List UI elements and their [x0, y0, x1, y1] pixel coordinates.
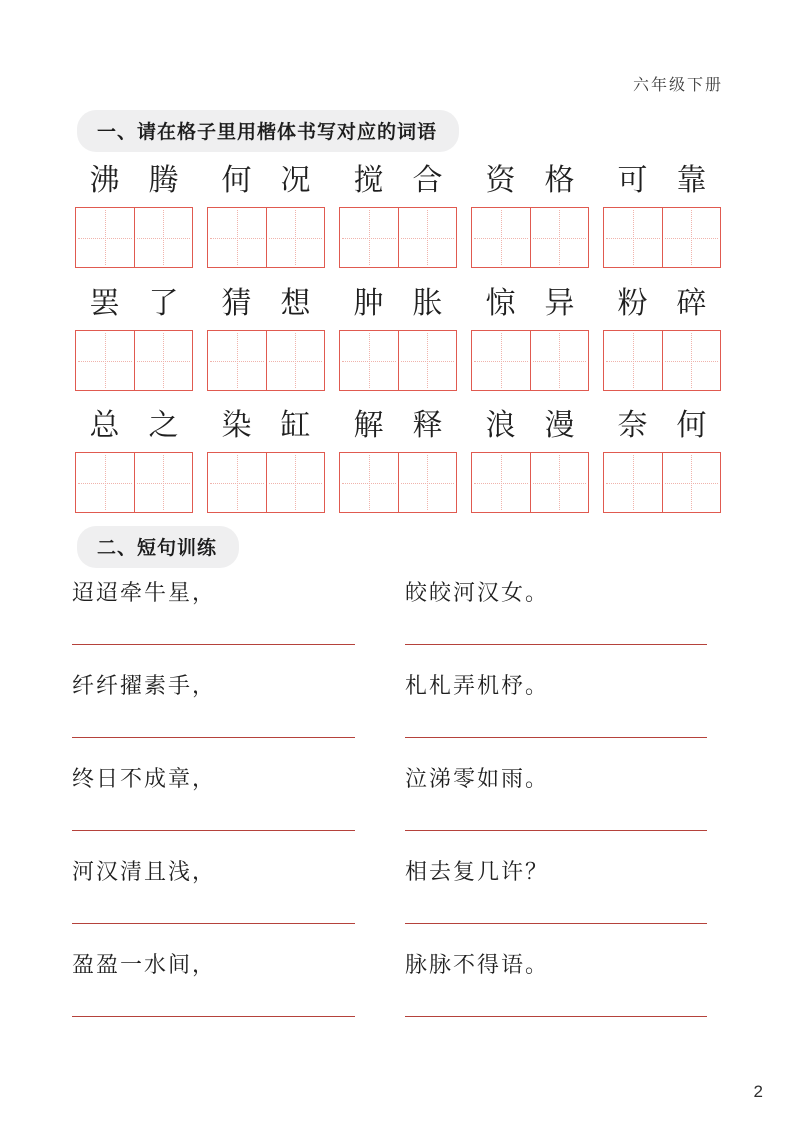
answer-line: [405, 830, 707, 831]
word-pair: [471, 283, 589, 330]
writing-grid-line: [75, 330, 721, 391]
practice-char: 何: [676, 409, 707, 442]
section2-header: [77, 526, 239, 568]
sentence-cell-right: [405, 857, 707, 950]
practice-char: 合: [412, 164, 443, 197]
word-row: [75, 283, 721, 391]
practice-char: 胀: [412, 287, 443, 320]
word-pair: [603, 405, 721, 452]
writing-cell: [340, 208, 399, 267]
sentence-row: [72, 950, 721, 1043]
practice-char: 漫: [544, 409, 575, 442]
writing-cell: [76, 331, 135, 390]
word-pair: [339, 405, 457, 452]
practice-char: 之: [148, 409, 179, 442]
answer-line: [72, 830, 355, 831]
writing-grid-pair: [339, 207, 457, 268]
poem-line-left: 迢迢牵牛星，: [72, 580, 217, 605]
practice-char: 猜: [221, 287, 252, 320]
practice-char: 想: [280, 287, 311, 320]
writing-cell: [267, 208, 325, 267]
poem-line-right: 札札弄机杼。: [405, 673, 550, 698]
writing-grid-pair: [471, 330, 589, 391]
word-pair: [207, 160, 325, 207]
writing-grid-pair: [471, 452, 589, 513]
answer-line: [405, 923, 707, 924]
writing-cell: [531, 331, 589, 390]
writing-cell: [399, 208, 457, 267]
section1-header: [77, 110, 459, 152]
sentence-cell-left: [72, 671, 355, 764]
word-char-line: [75, 283, 721, 330]
answer-line: [72, 737, 355, 738]
practice-char: 搅: [353, 164, 384, 197]
writing-cell: [663, 453, 721, 512]
practice-char: 肿: [353, 287, 384, 320]
word-char-line: [75, 160, 721, 207]
answer-line: [405, 644, 707, 645]
word-pair: [339, 283, 457, 330]
word-pair: [603, 283, 721, 330]
writing-cell: [663, 208, 721, 267]
sentence-cell-left: [72, 857, 355, 950]
word-row: [75, 405, 721, 513]
sentence-row: [72, 671, 721, 764]
writing-cell: [208, 208, 267, 267]
writing-cell: [399, 453, 457, 512]
writing-grid-pair: [75, 207, 193, 268]
writing-grid-pair: [603, 330, 721, 391]
writing-cell: [604, 331, 663, 390]
word-pair: [207, 283, 325, 330]
practice-char: 粉: [617, 287, 648, 320]
sentence-cell-left: [72, 950, 355, 1043]
practice-char: 碎: [676, 287, 707, 320]
writing-cell: [208, 453, 267, 512]
section1-title: 一、请在格子里用楷体书写对应的词语: [97, 122, 438, 143]
writing-grid-pair: [207, 330, 325, 391]
writing-cell: [663, 331, 721, 390]
answer-line: [405, 737, 707, 738]
practice-char: 罢: [89, 287, 120, 320]
practice-char: 靠: [676, 164, 707, 197]
book-label: 六年级下册: [632, 77, 723, 94]
writing-grid-line: [75, 207, 721, 268]
writing-grid-pair: [339, 330, 457, 391]
word-row: [75, 160, 721, 268]
word-pair: [339, 160, 457, 207]
sentence-cell-right: [405, 578, 707, 671]
practice-char: 浪: [485, 409, 516, 442]
writing-grid-pair: [603, 207, 721, 268]
practice-char: 惊: [485, 287, 516, 320]
word-pair: [75, 405, 193, 452]
poem-line-right: 泣涕零如雨。: [405, 766, 550, 791]
answer-line: [72, 1016, 355, 1017]
word-pair: [471, 405, 589, 452]
practice-char: 资: [485, 164, 516, 197]
sentence-cell-right: [405, 671, 707, 764]
word-pair: [75, 160, 193, 207]
sentence-cell-left: [72, 764, 355, 857]
poem-line-right: 皎皎河汉女。: [405, 580, 550, 605]
practice-char: 况: [280, 164, 311, 197]
poem-line-right: 相去复几许？: [405, 859, 550, 884]
poem-line-left: 纤纤擢素手，: [72, 673, 217, 698]
sentence-cell-right: [405, 764, 707, 857]
writing-cell: [399, 331, 457, 390]
writing-cell: [76, 208, 135, 267]
writing-cell: [340, 331, 399, 390]
practice-char: 沸: [89, 164, 120, 197]
practice-char: 腾: [148, 164, 179, 197]
writing-grid-pair: [603, 452, 721, 513]
practice-char: 释: [412, 409, 443, 442]
practice-char: 总: [89, 409, 120, 442]
practice-char: 异: [544, 287, 575, 320]
section2-title: 二、短句训练: [97, 538, 218, 559]
sentence-row: [72, 578, 721, 671]
poem-line-left: 盈盈一水间，: [72, 952, 217, 977]
answer-line: [405, 1016, 707, 1017]
practice-char: 缸: [280, 409, 311, 442]
writing-grid-pair: [207, 207, 325, 268]
practice-char: 奈: [617, 409, 648, 442]
writing-cell: [135, 331, 193, 390]
writing-grid-line: [75, 452, 721, 513]
writing-cell: [267, 331, 325, 390]
word-pair: [603, 160, 721, 207]
writing-grid-pair: [207, 452, 325, 513]
writing-cell: [472, 453, 531, 512]
writing-grid-pair: [471, 207, 589, 268]
page-number: 2: [753, 1082, 763, 1101]
practice-char: 可: [617, 164, 648, 197]
practice-char: 解: [353, 409, 384, 442]
word-pair: [207, 405, 325, 452]
word-char-line: [75, 405, 721, 452]
writing-grid-pair: [75, 452, 193, 513]
writing-cell: [604, 208, 663, 267]
writing-cell: [76, 453, 135, 512]
writing-grid-pair: [75, 330, 193, 391]
sentence-row: [72, 857, 721, 950]
sentence-cell-left: [72, 578, 355, 671]
writing-cell: [135, 453, 193, 512]
practice-char: 何: [221, 164, 252, 197]
writing-cell: [531, 208, 589, 267]
poem-line-left: 河汉清且浅，: [72, 859, 217, 884]
sentence-row: [72, 764, 721, 857]
poem-line-left: 终日不成章，: [72, 766, 217, 791]
writing-grid-pair: [339, 452, 457, 513]
sentence-cell-right: [405, 950, 707, 1043]
answer-line: [72, 923, 355, 924]
poem-line-right: 脉脉不得语。: [405, 952, 550, 977]
writing-cell: [267, 453, 325, 512]
writing-cell: [208, 331, 267, 390]
practice-char: 了: [148, 287, 179, 320]
writing-cell: [135, 208, 193, 267]
writing-cell: [472, 331, 531, 390]
writing-cell: [340, 453, 399, 512]
answer-line: [72, 644, 355, 645]
word-pair: [75, 283, 193, 330]
word-pair: [471, 160, 589, 207]
practice-char: 染: [221, 409, 252, 442]
writing-cell: [531, 453, 589, 512]
practice-char: 格: [544, 164, 575, 197]
writing-cell: [604, 453, 663, 512]
writing-cell: [472, 208, 531, 267]
